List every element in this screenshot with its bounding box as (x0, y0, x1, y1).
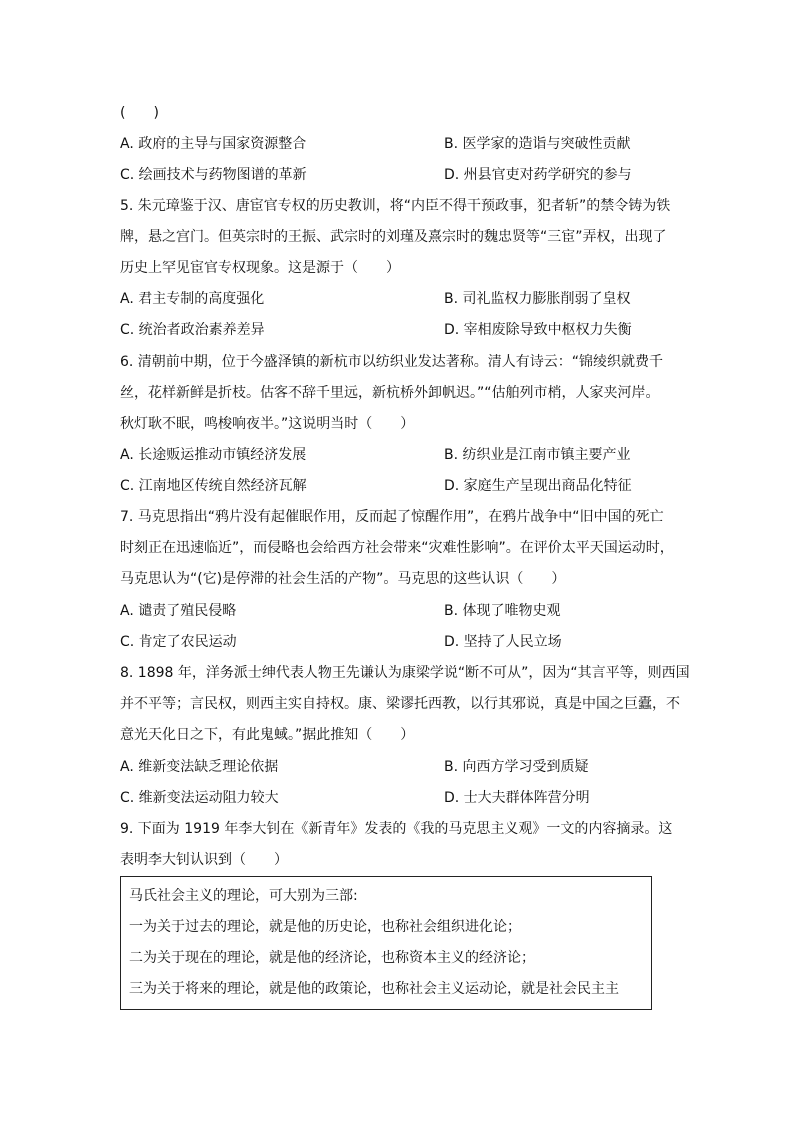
q7-option-a: A. 谴责了殖民侵略 (120, 603, 237, 619)
q8-stem-line-3: 意光天化日之下，有此鬼蜮。”据此推知（ ） (120, 727, 415, 743)
q5-stem-line-1: 5. 朱元璋鉴于汉、唐宦官专权的历史教训，将“内臣不得干预政事，犯者斩”的禁令铸为铁 (120, 198, 671, 214)
q8-stem-line-2: 并不平等；言民权，则西主实自持权。康、梁谬托西教，以行其邪说，真是中国之巨蠹，不 (120, 696, 680, 712)
q8-option-c: C. 维新变法运动阻力较大 (120, 790, 279, 806)
q8-stem-line-1: 8. 1898 年，洋务派士绅代表人物王先谦认为康梁学说“断不可从”，因为“其言平等，则西国 (120, 665, 690, 681)
q6-option-c: C. 江南地区传统自然经济瓦解 (120, 478, 307, 494)
q4-option-c: C. 绘画技术与药物图谱的革新 (120, 167, 307, 183)
q6-option-a: A. 长途贩运推动市镇经济发展 (120, 447, 307, 463)
q9-quote-line-1: 马氏社会主义的理论，可大别为三部: (129, 888, 358, 904)
q5-option-d: D. 宰相废除导致中枢权力失衡 (444, 322, 632, 338)
q9-stem-line-1: 9. 下面为 1919 年李大钊在《新青年》发表的《我的马克思主义观》一文的内容摘录。这 (120, 821, 673, 837)
q8-option-d: D. 士大夫群体阵营分明 (444, 790, 590, 806)
q4-stem-tail: ( ) (120, 105, 159, 121)
q8-option-b: B. 向西方学习受到质疑 (444, 759, 589, 775)
q6-stem-line-1: 6. 清朝前中期，位于今盛泽镇的新杭市以纺织业发达著称。清人有诗云：“锦绫织就费千 (120, 354, 664, 370)
q6-stem-line-3: 秋灯耿不眠，鸣梭响夜半。”这说明当时（ ） (120, 416, 415, 432)
q6-option-b: B. 纺织业是江南市镇主要产业 (444, 447, 631, 463)
q9-quote-line-3: 二为关于现在的理论，就是他的经济论，也称资本主义的经济论； (129, 950, 535, 966)
q5-option-b: B. 司礼监权力膨胀削弱了皇权 (444, 291, 631, 307)
q9-quote-line-4: 三为关于将来的理论，就是他的政策论，也称社会主义运动论，就是社会民主主 (129, 981, 619, 997)
q7-option-d: D. 坚持了人民立场 (444, 634, 562, 650)
q6-option-d: D. 家庭生产呈现出商品化特征 (444, 478, 632, 494)
q4-option-d: D. 州县官吏对药学研究的参与 (444, 167, 632, 183)
q5-option-c: C. 统治者政治素养差异 (120, 322, 265, 338)
q4-option-a: A. 政府的主导与国家资源整合 (120, 136, 307, 152)
q9-quote-line-2: 一为关于过去的理论，就是他的历史论，也称社会组织进化论； (129, 919, 521, 935)
q6-stem-line-2: 丝，花样新鲜是折枝。估客不辞千里远，新杭桥外卸帆迟。”“估舶列市梢，人家夹河岸。 (120, 385, 660, 401)
q5-option-a: A. 君主专制的高度强化 (120, 291, 265, 307)
q7-option-b: B. 体现了唯物史观 (444, 603, 561, 619)
q4-option-b: B. 医学家的造诣与突破性贡献 (444, 136, 631, 152)
q9-stem-line-2: 表明李大钊认识到（ ） (120, 852, 288, 868)
q7-stem-line-1: 7. 马克思指出“鸦片没有起催眠作用，反而起了惊醒作用”，在鸦片战争中“旧中国的死亡 (120, 509, 664, 525)
q8-option-a: A. 维新变法缺乏理论依据 (120, 759, 279, 775)
q5-stem-line-2: 牌，悬之宫门。但英宗时的王振、武宗时的刘瑾及熹宗时的魏忠贤等“三宦”弄权，出现了 (120, 229, 667, 245)
q7-stem-line-3: 马克思认为“(它)是停滞的社会生活的产物”。马克思的这些认识（ ） (120, 571, 566, 587)
q9-quote-box (120, 876, 652, 1010)
q5-stem-line-3: 历史上罕见宦官专权现象。这是源于（ ） (120, 260, 400, 276)
q7-stem-line-2: 时刻正在迅速临近”，而侵略也会给西方社会带来“灾难性影响”。在评价太平天国运动时， (120, 540, 674, 556)
q7-option-c: C. 肯定了农民运动 (120, 634, 237, 650)
